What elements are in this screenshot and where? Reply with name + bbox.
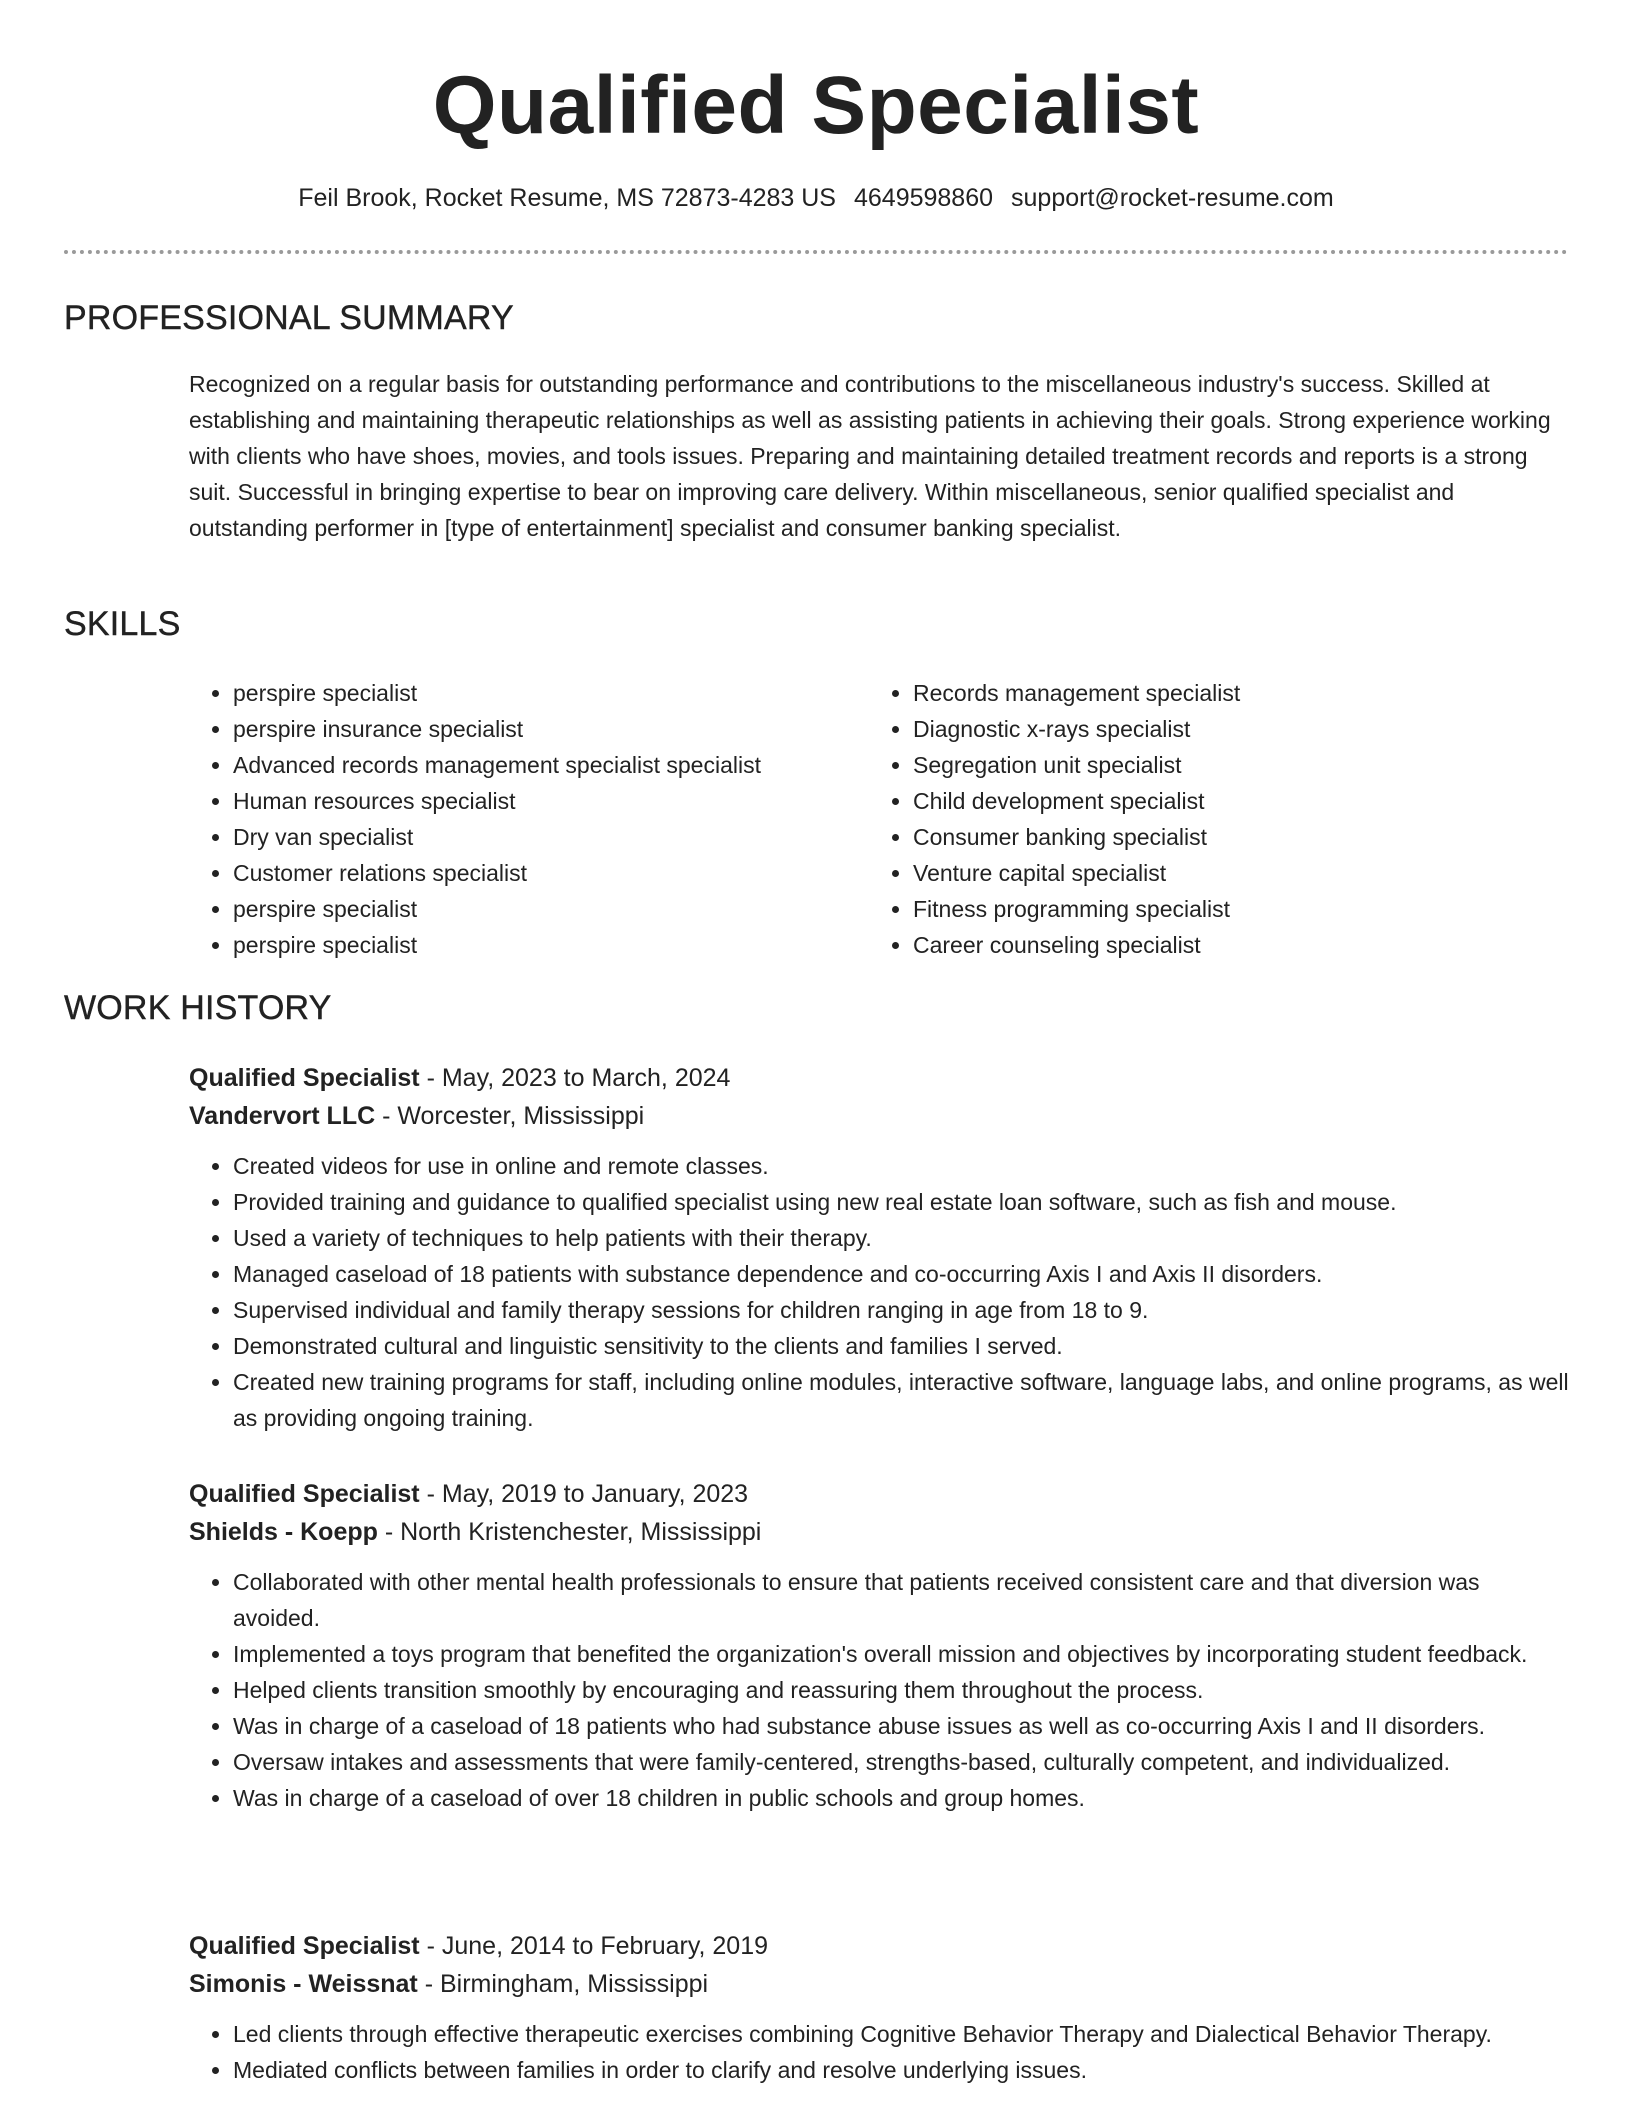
summary-text: Recognized on a regular basis for outstanding performance and contributions to the miscellaneous industry's success. Skilled at establishing and maintaining therapeutic relationships as well as assisting patients in achieving their goals. Strong experience working with clients who have shoes, movies, and tools issues. Preparing and maintaining detailed treatment records and reports is a strong suit. Successful in bringing expertise to bear on improving care delivery. Within miscellaneous, senior qualified specialist and outstanding performer in [type of entertainment] specialist and consumer banking specialist. — [189, 371, 1551, 541]
job-company: Simonis - Weissnat — [189, 1970, 418, 1998]
job-dates: - May, 2023 to March, 2024 — [419, 1064, 731, 1092]
job-bullets — [189, 1148, 1569, 1436]
job-bullet: • Was in charge of a caseload of over 18 children in public schools and group homes. — [233, 1780, 1569, 1816]
job-bullet: • Implemented a toys program that benefited the organization's overall mission and objectives by incorporating student feedback. — [233, 1636, 1569, 1672]
job-bullet: • Mediated conflicts between families in order to clarify and resolve underlying issues. — [233, 2052, 1569, 2088]
job-bullet: • Led clients through effective therapeutic exercises combining Cognitive Behavior Therapy and Dialectical Behavior Therapy. — [233, 2016, 1569, 2052]
skill-item: • Records management specialist — [913, 675, 1513, 711]
job-bullet: • Provided training and guidance to qualified specialist using new real estate loan software, such as fish and mouse. — [233, 1184, 1569, 1220]
skill-item: • Fitness programming specialist — [913, 891, 1513, 927]
job-bullet: • Collaborated with other mental health professionals to ensure that patients received consistent care and that diversion was avoided. — [233, 1564, 1569, 1636]
job-location: - North Kristenchester, Mississippi — [377, 1518, 762, 1546]
job-bullets — [189, 2016, 1569, 2088]
skill-item: • Consumer banking specialist — [913, 819, 1513, 855]
job-bullet: • Oversaw intakes and assessments that were family-centered, strengths-based, culturally competent, and individualized. — [233, 1744, 1569, 1780]
job-bullet: • Was in charge of a caseload of 18 patients who had substance abuse issues as well as co-occurring Axis I and II disorders. — [233, 1708, 1569, 1744]
phone: 4649598860 — [853, 184, 994, 212]
job-dates: - June, 2014 to February, 2019 — [419, 1932, 769, 1960]
skills-column-left — [189, 675, 869, 963]
section-title-summary: PROFESSIONAL SUMMARY — [64, 299, 514, 337]
skill-item: • Dry van specialist — [233, 819, 869, 855]
address: Feil Brook, Rocket Resume, MS 72873-4283 US — [298, 184, 836, 212]
job-role: Qualified Specialist — [189, 1480, 420, 1508]
job-bullet: • Created new training programs for staff, including online modules, interactive software, language labs, and online programs, as well as providing ongoing training. — [233, 1364, 1569, 1436]
job-entry — [189, 1475, 1569, 1816]
skill-item: • perspire insurance specialist — [233, 711, 869, 747]
section-title-work-history: WORK HISTORY — [64, 989, 332, 1027]
job-location: - Worcester, Mississippi — [375, 1102, 645, 1130]
job-role: Qualified Specialist — [189, 1064, 420, 1092]
email[interactable]: support@rocket-resume.com — [1011, 184, 1334, 212]
job-bullet: • Supervised individual and family therapy sessions for children ranging in age from 18 to 9. — [233, 1292, 1569, 1328]
skill-item: • perspire specialist — [233, 927, 869, 963]
skill-item: • Advanced records management specialist specialist — [233, 747, 869, 783]
skill-item: • Diagnostic x-rays specialist — [913, 711, 1513, 747]
candidate-name: Qualified Specialist — [432, 60, 1200, 151]
job-entry — [189, 1059, 1569, 1436]
job-company: Shields - Koepp — [189, 1518, 378, 1546]
skill-item: • perspire specialist — [233, 675, 869, 711]
job-company-line — [189, 1097, 1569, 1135]
section-title-skills: SKILLS — [64, 605, 181, 643]
job-role-line — [189, 1927, 1569, 1965]
skill-item: • perspire specialist — [233, 891, 869, 927]
contact-line — [0, 180, 1632, 216]
job-company-line — [189, 1965, 1569, 2003]
job-company: Vandervort LLC — [189, 1102, 376, 1130]
job-bullet: • Used a variety of techniques to help patients with their therapy. — [233, 1220, 1569, 1256]
job-company-line — [189, 1513, 1569, 1551]
job-location: - Birmingham, Mississippi — [417, 1970, 709, 1998]
skill-item: • Segregation unit specialist — [913, 747, 1513, 783]
skill-item: • Child development specialist — [913, 783, 1513, 819]
skills-list — [189, 675, 1569, 963]
job-bullet: • Created videos for use in online and remote classes. — [233, 1148, 1569, 1184]
job-bullet: • Managed caseload of 18 patients with substance dependence and co-occurring Axis I and Axis II disorders. — [233, 1256, 1569, 1292]
job-role-line — [189, 1475, 1569, 1513]
job-entry — [189, 1927, 1569, 2088]
job-role-line — [189, 1059, 1569, 1097]
skill-item: • Human resources specialist — [233, 783, 869, 819]
job-bullets — [189, 1564, 1569, 1816]
job-bullet: • Demonstrated cultural and linguistic sensitivity to the clients and families I served. — [233, 1328, 1569, 1364]
skills-column-right — [869, 675, 1513, 963]
job-dates: - May, 2019 to January, 2023 — [419, 1480, 749, 1508]
skill-item: • Venture capital specialist — [913, 855, 1513, 891]
job-bullet: • Helped clients transition smoothly by encouraging and reassuring them throughout the process. — [233, 1672, 1569, 1708]
job-role: Qualified Specialist — [189, 1932, 420, 1960]
skill-item: • Customer relations specialist — [233, 855, 869, 891]
header-divider — [64, 250, 1568, 254]
skill-item: • Career counseling specialist — [913, 927, 1513, 963]
